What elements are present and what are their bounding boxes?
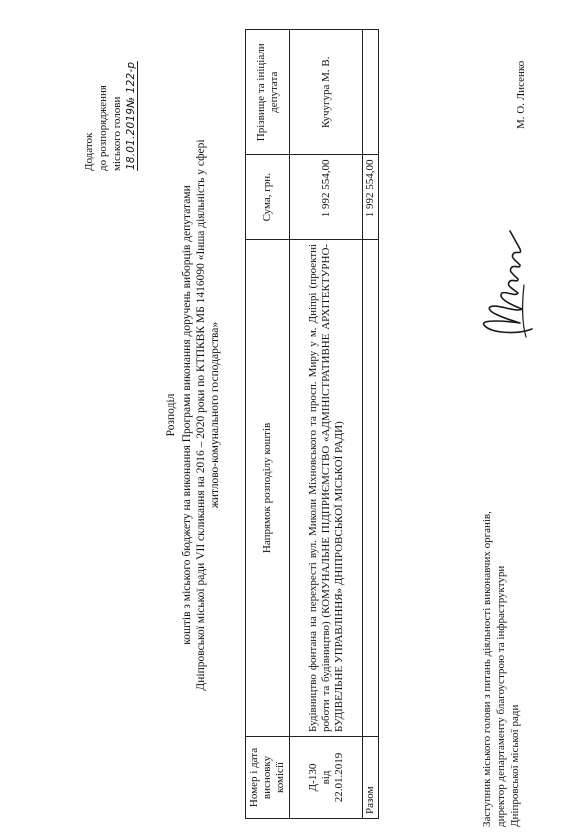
cell-deputy: Кучугура М. В. <box>290 30 363 156</box>
table-header-row <box>246 30 290 819</box>
cell-direction: Будівництво фонтана на перехресті вул. Миколи Міхновського та просп. Миру у м. Дніпрі (проектні роботи та будівництво) (КОМУНАЛЬНЕ ПІДПРИЄМСТВО «АДМІНІСТРАТИВНЕ АРХІТЕКТУРНО-БУДІВЕЛЬНЕ УПРАВЛІННЯ» ДНІПРОВСЬКОЇ МІСЬКОЇ РАДИ) <box>290 239 363 736</box>
title-heading: Розподіл <box>165 393 177 437</box>
total-sum: 1 992 554,00 <box>363 155 379 239</box>
total-empty-deputy <box>363 30 379 156</box>
handwritten-order-reference: 18.01.2019№ 122-р <box>125 61 137 170</box>
commission-date: 22.01.2019 <box>332 752 345 803</box>
total-label: Разом <box>363 736 379 818</box>
signatory-name: М. О. Лисенко <box>515 60 527 129</box>
total-empty-cell <box>363 239 379 736</box>
table-row <box>290 30 363 819</box>
signatory-position-line-1: Заступник міського голови з питань діяльності виконавчих органів, <box>481 511 493 827</box>
signatory-position-line-2: директор департаменту благоустрою та інфраструктури <box>495 565 507 827</box>
commission-from-label: від <box>319 770 332 785</box>
header-sum: Сума, грн. <box>246 155 290 239</box>
document-title <box>164 15 222 815</box>
signatory-position <box>480 477 522 827</box>
signatory-position-line-3: Дніпровської міської ради <box>509 704 521 827</box>
appendix-line-3 <box>110 1 124 171</box>
cell-sum: 1 992 554,00 <box>290 155 363 239</box>
title-line-1: коштів з міського бюджету на виконання Програми виконання доручень виборців депутатами <box>181 185 193 645</box>
header-commission-number: Номер і дата висновку комісії <box>246 736 290 818</box>
title-line-3: житлово-комунального господарства» <box>209 321 221 509</box>
handwritten-signature <box>476 225 540 343</box>
appendix-line-2: до розпорядження <box>97 85 109 171</box>
appendix-line-3-prefix: міського голови <box>111 96 123 171</box>
title-line-2: Дніпровської міської ради VII скликання на 2016 – 2020 роки по КТПКВК МБ 1416090 «Інша діяльність у сфері <box>195 139 207 691</box>
header-deputy: Прізвище та ініціали депутата <box>246 30 290 156</box>
appendix-line-1: Додаток <box>83 132 95 171</box>
distribution-table <box>245 29 379 819</box>
appendix-handwritten-ref-row <box>124 1 138 171</box>
commission-code: Д-130 <box>306 763 319 792</box>
header-direction: Напрямок розподілу коштів <box>246 239 290 736</box>
appendix-block <box>82 1 138 171</box>
cell-commission-number <box>290 736 363 818</box>
table-total-row <box>363 30 379 819</box>
